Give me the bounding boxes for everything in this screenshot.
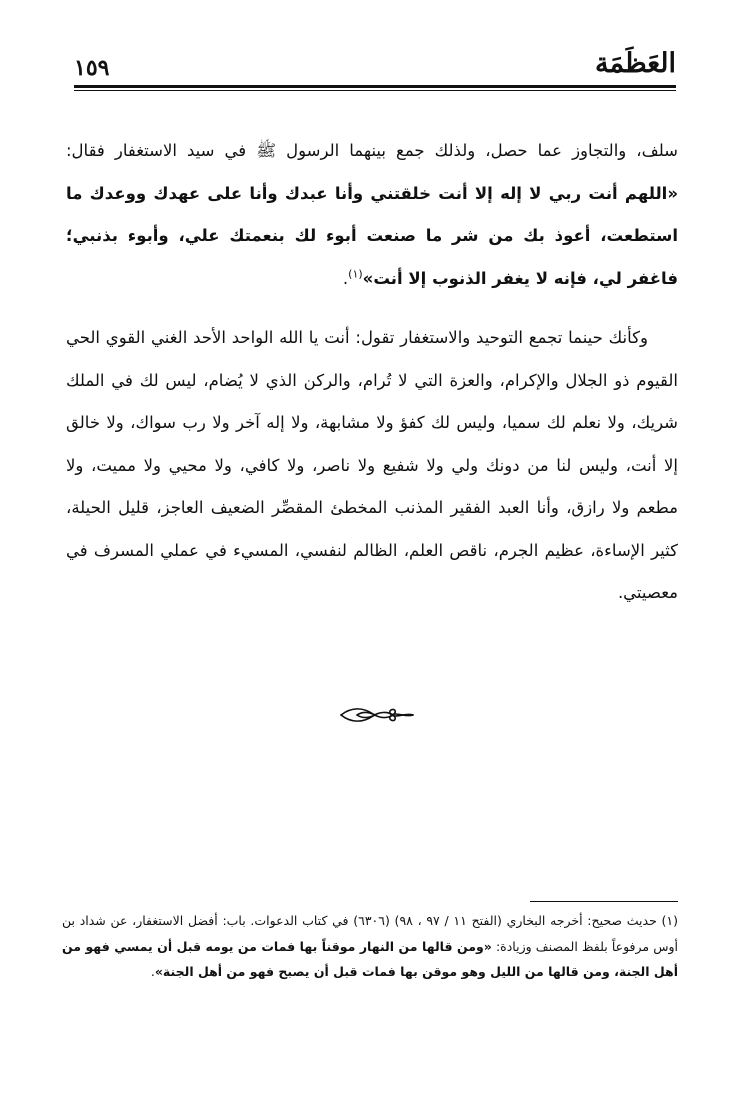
footnote-ref[interactable]: (١) (348, 267, 363, 280)
footnote-1-quote: «ومن قالها من النهار موقناً بها فمات من يومه قبل أن يمسي فهو من أهل الجنة، ومن قالها من الليل وهو موقن بها فمات قبل أن يصبح فهو من أهل الجنة» (62, 938, 678, 979)
header-rule-thick (74, 85, 676, 88)
footnote-1-end: . (150, 964, 155, 979)
hadith-quote: «اللهم أنت ربي لا إله إلا أنت خلقتني وأنا عبدك وأنا على عهدك ووعدك ما استطعت، أعوذ بك من شر ما صنعت أبوء لك بنعمتك علي، وأبوء بذنبي؛ فاغفر لي، فإنه لا يغفر الذنوب إلا أنت» (66, 183, 678, 288)
main-text (66, 130, 678, 615)
footnote-1 (62, 908, 678, 985)
footnote-1-text: (١) حديث صحيح: أخرجه البخاري (الفتح ١١ / ٩٧ ، ٩٨) (٦٣٠٦) في كتاب الدعوات. باب: أفضل الاستغفار، عن شداد بن أوس مرفوعاً بلفظ المصنف وزيادة: (62, 913, 678, 954)
footnote-rule (530, 901, 678, 902)
paragraph-1 (66, 130, 678, 300)
page-header (74, 44, 676, 90)
paragraph-1-intro: سلف، والتجاوز عما حصل، ولذلك جمع بينهما الرسول ﷺ في سيد الاستغفار فقال: (66, 141, 678, 160)
paragraph-1-end: . (342, 268, 349, 288)
ornament-divider-icon (337, 704, 417, 726)
footnotes (62, 908, 678, 985)
page-number: ١٥٩ (74, 55, 110, 81)
header-rule-thin (74, 90, 676, 91)
paragraph-2: وكأنك حينما تجمع التوحيد والاستغفار تقول: أنت يا الله الواحد الأحد الغني القوي الحي القيوم ذو الجلال والإكرام، والعزة التي لا تُرام، والركن الذي لا يُضام، ليس لك في الملك شريك، ولا نعلم لك سميا، وليس لك كفؤ ولا مشابهة، ولا إله آخر ولا رب سواك، ولا خالق إلا أنت، وليس لنا من دونك ولي ولا شفيع ولا ناصر، ولا كافي، ولا محيي ولا مميت، ولا مطعم ولا رازق، وأنا العبد الفقير المذنب المخطئ المقصِّر الضعيف العاجز، قليل الحيلة، كثير الإساءة، عظيم الجرم، ناقص العلم، الظالم لنفسي، المسيء في عملي المسرف في معصيتي. (66, 328, 678, 602)
running-title: العَظَمَة (595, 48, 676, 79)
